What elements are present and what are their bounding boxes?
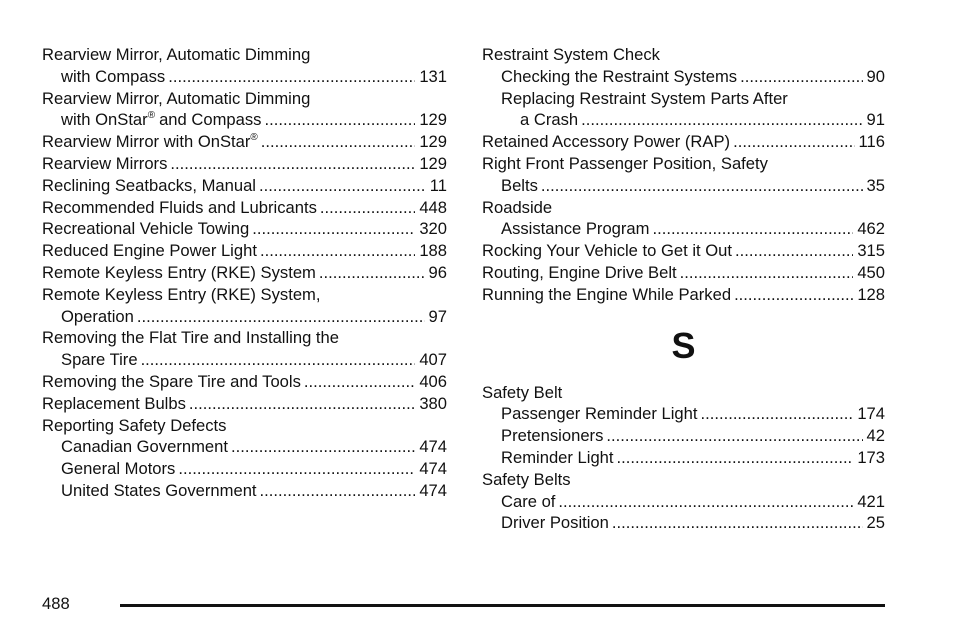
dot-leader	[260, 480, 416, 502]
page-ref: 462	[857, 219, 885, 239]
index-entry	[42, 349, 447, 371]
entry-label: Rearview Mirrors	[42, 153, 168, 173]
page-ref: 188	[419, 241, 447, 261]
index-entry	[42, 109, 447, 131]
entry-text	[482, 153, 768, 175]
index-entry	[42, 88, 447, 110]
entry-text	[501, 66, 737, 88]
dot-leader	[264, 109, 415, 131]
registered-mark: ®	[147, 110, 156, 122]
index-entry	[482, 197, 885, 219]
page-ref: 474	[419, 480, 447, 500]
page-ref: 129	[419, 132, 447, 152]
entry-text	[42, 415, 226, 437]
dot-leader	[304, 371, 415, 393]
entry-text	[42, 327, 339, 349]
index-entry	[42, 458, 447, 480]
index-entry	[482, 425, 885, 447]
page-ref: 174	[857, 404, 885, 424]
dot-leader	[733, 131, 854, 153]
index-column-right	[482, 44, 885, 534]
entry-label: Right Front Passenger Position, Safety	[482, 153, 768, 173]
index-entry	[482, 109, 885, 131]
index-entry	[42, 131, 447, 153]
index-entry	[42, 240, 447, 262]
index-entry	[482, 175, 885, 197]
index-entry	[482, 403, 885, 425]
index-entry	[482, 284, 885, 306]
page-ref: 129	[419, 153, 447, 173]
index-entry	[42, 66, 447, 88]
entry-label: Rocking Your Vehicle to Get it Out	[482, 241, 732, 261]
index-entry	[42, 415, 447, 437]
entry-label: Checking the Restraint Systems	[501, 66, 738, 86]
page-ref: 116	[858, 132, 885, 152]
index-entry	[42, 284, 447, 306]
entry-text	[501, 218, 649, 240]
entry-label: Care of	[501, 491, 556, 511]
entry-label: Recreational Vehicle Towing	[42, 219, 250, 239]
page-ref: 25	[866, 513, 885, 533]
page-ref: 42	[866, 426, 885, 446]
index-entry	[42, 262, 447, 284]
entry-label: Remote Keyless Entry (RKE) System	[42, 262, 316, 282]
index-entry	[482, 262, 885, 284]
entry-label: Reminder Light	[501, 447, 614, 467]
dot-leader	[734, 284, 853, 306]
entry-label: with Compass	[61, 66, 166, 86]
registered-mark: ®	[250, 132, 258, 144]
entry-text	[482, 262, 677, 284]
dot-leader	[141, 349, 416, 371]
index-entry	[482, 469, 885, 491]
entry-label: Passenger Reminder Light	[501, 404, 698, 424]
dot-leader	[652, 218, 853, 240]
index-entry	[482, 153, 885, 175]
entry-label: Recommended Fluids and Lubricants	[42, 197, 317, 217]
dot-leader	[168, 66, 415, 88]
dot-leader	[231, 436, 415, 458]
entry-text	[482, 44, 660, 66]
index-entry	[42, 436, 447, 458]
entry-label: Rearview Mirror with OnStar	[42, 132, 251, 152]
entry-text	[501, 512, 609, 534]
page-ref: 448	[419, 197, 447, 217]
index-entry	[482, 88, 885, 110]
page-ref: 474	[419, 437, 447, 457]
entry-label-continued: and Compass	[159, 110, 262, 130]
page-ref: 474	[419, 459, 447, 479]
entry-text	[42, 197, 317, 219]
page-ref: 450	[857, 262, 885, 282]
entry-text	[482, 284, 731, 306]
index-entry	[482, 66, 885, 88]
dot-leader	[137, 306, 425, 328]
entry-text	[520, 109, 578, 131]
index-entry	[42, 306, 447, 328]
index-entry	[42, 393, 447, 415]
page-ref: 128	[857, 284, 885, 304]
index-group-r	[482, 44, 885, 306]
entry-text	[501, 88, 788, 110]
index-entry	[42, 327, 447, 349]
entry-label: Pretensioners	[501, 426, 604, 446]
entry-label: Rearview Mirror, Automatic Dimming	[42, 45, 311, 64]
page-ref: 90	[866, 66, 885, 86]
index-entry	[42, 153, 447, 175]
page-ref: 406	[419, 371, 447, 391]
entry-label: General Motors	[61, 459, 176, 479]
entry-text	[61, 306, 134, 328]
dot-leader	[700, 403, 853, 425]
entry-label: Running the Engine While Parked	[482, 284, 732, 304]
entry-text	[482, 240, 732, 262]
dot-leader	[319, 262, 425, 284]
entry-text	[61, 349, 138, 371]
entry-text	[501, 175, 538, 197]
entry-text	[501, 447, 614, 469]
page-ref: 97	[428, 306, 447, 326]
dot-leader	[740, 66, 862, 88]
entry-text	[501, 491, 555, 513]
dot-leader	[612, 512, 863, 534]
dot-leader	[170, 153, 415, 175]
page-ref: 91	[866, 110, 885, 130]
index-entry	[42, 197, 447, 219]
index-entry	[482, 218, 885, 240]
entry-text	[61, 109, 261, 131]
index-entry	[482, 447, 885, 469]
entry-text	[61, 66, 165, 88]
dot-leader	[680, 262, 854, 284]
index-entry	[482, 491, 885, 513]
entry-text	[42, 371, 301, 393]
dot-leader	[735, 240, 853, 262]
entry-text	[42, 44, 310, 66]
page-ref: 315	[857, 241, 885, 261]
index-entry	[482, 512, 885, 534]
page-ref: 131	[419, 66, 447, 86]
entry-text	[42, 153, 167, 175]
entry-text	[482, 197, 552, 219]
page-ref: 35	[866, 175, 885, 195]
dot-leader	[541, 175, 863, 197]
page-ref: 421	[857, 491, 885, 511]
entry-label: Rearview Mirror, Automatic Dimming	[42, 88, 311, 108]
entry-label: Reduced Engine Power Light	[42, 241, 257, 261]
page-ref: 380	[419, 393, 447, 413]
entry-label: Restraint System Check	[482, 45, 660, 64]
entry-text	[61, 458, 175, 480]
dot-leader	[259, 175, 426, 197]
entry-text	[61, 436, 228, 458]
entry-text	[42, 393, 186, 415]
page-ref: 407	[419, 350, 447, 370]
dot-leader	[260, 240, 415, 262]
entry-text	[42, 218, 249, 240]
index-entry	[42, 44, 447, 66]
page-ref: 320	[419, 219, 447, 239]
entry-label: Reclining Seatbacks, Manual	[42, 175, 256, 195]
entry-text	[42, 262, 316, 284]
entry-text	[482, 469, 571, 491]
entry-label: Assistance Program	[501, 219, 650, 239]
page-ref: 173	[857, 447, 885, 467]
page-ref: 129	[419, 110, 447, 130]
entry-label: Spare Tire	[61, 350, 138, 370]
index-entry	[482, 240, 885, 262]
entry-text	[501, 425, 603, 447]
entry-label: Driver Position	[501, 513, 609, 533]
entry-text	[482, 131, 730, 153]
index-entry	[42, 371, 447, 393]
entry-text	[42, 284, 320, 306]
entry-label: Roadside	[482, 197, 553, 217]
entry-label: Belts	[501, 175, 538, 195]
index-entry	[42, 175, 447, 197]
entry-label: Routing, Engine Drive Belt	[482, 262, 677, 282]
entry-text	[42, 240, 257, 262]
entry-label: Canadian Government	[61, 437, 228, 457]
entry-text	[482, 382, 562, 404]
dot-leader	[189, 393, 415, 415]
entry-label: Removing the Spare Tire and Tools	[42, 371, 301, 391]
entry-label: Reporting Safety Defects	[42, 415, 227, 435]
entry-label: United States Government	[61, 480, 257, 500]
index-entry	[482, 131, 885, 153]
dot-leader	[558, 491, 853, 513]
dot-leader	[606, 425, 862, 447]
entry-label: Safety Belts	[482, 469, 571, 489]
entry-label: Safety Belt	[482, 382, 563, 402]
dot-leader	[261, 131, 416, 153]
entry-text	[42, 88, 310, 110]
dot-leader	[252, 218, 415, 240]
index-column-left	[42, 44, 447, 502]
entry-label: Operation	[61, 306, 134, 326]
entry-text	[501, 403, 697, 425]
entry-text	[42, 175, 256, 197]
section-letter-s: S	[671, 324, 696, 366]
entry-label: Remote Keyless Entry (RKE) System,	[42, 284, 321, 304]
page-number: 488	[42, 594, 70, 613]
entry-label: with OnStar	[61, 110, 148, 130]
dot-leader	[178, 458, 415, 480]
entry-label: Removing the Flat Tire and Installing the	[42, 328, 340, 348]
index-entry	[42, 218, 447, 240]
entry-label: Replacing Restraint System Parts After	[501, 88, 788, 108]
dot-leader	[320, 197, 415, 219]
index-entry	[482, 382, 885, 404]
index-group-s	[482, 382, 885, 535]
entry-label: Replacement Bulbs	[42, 393, 186, 413]
index-entry	[482, 44, 885, 66]
entry-label: Retained Accessory Power (RAP)	[482, 132, 731, 152]
entry-label: a Crash	[520, 110, 579, 130]
dot-leader	[581, 109, 862, 131]
entry-text	[61, 480, 257, 502]
footer-rule	[120, 604, 885, 607]
page-ref: 96	[428, 262, 447, 282]
page-ref: 11	[429, 175, 447, 195]
dot-leader	[617, 447, 854, 469]
index-entry	[42, 480, 447, 502]
entry-text	[42, 131, 258, 153]
